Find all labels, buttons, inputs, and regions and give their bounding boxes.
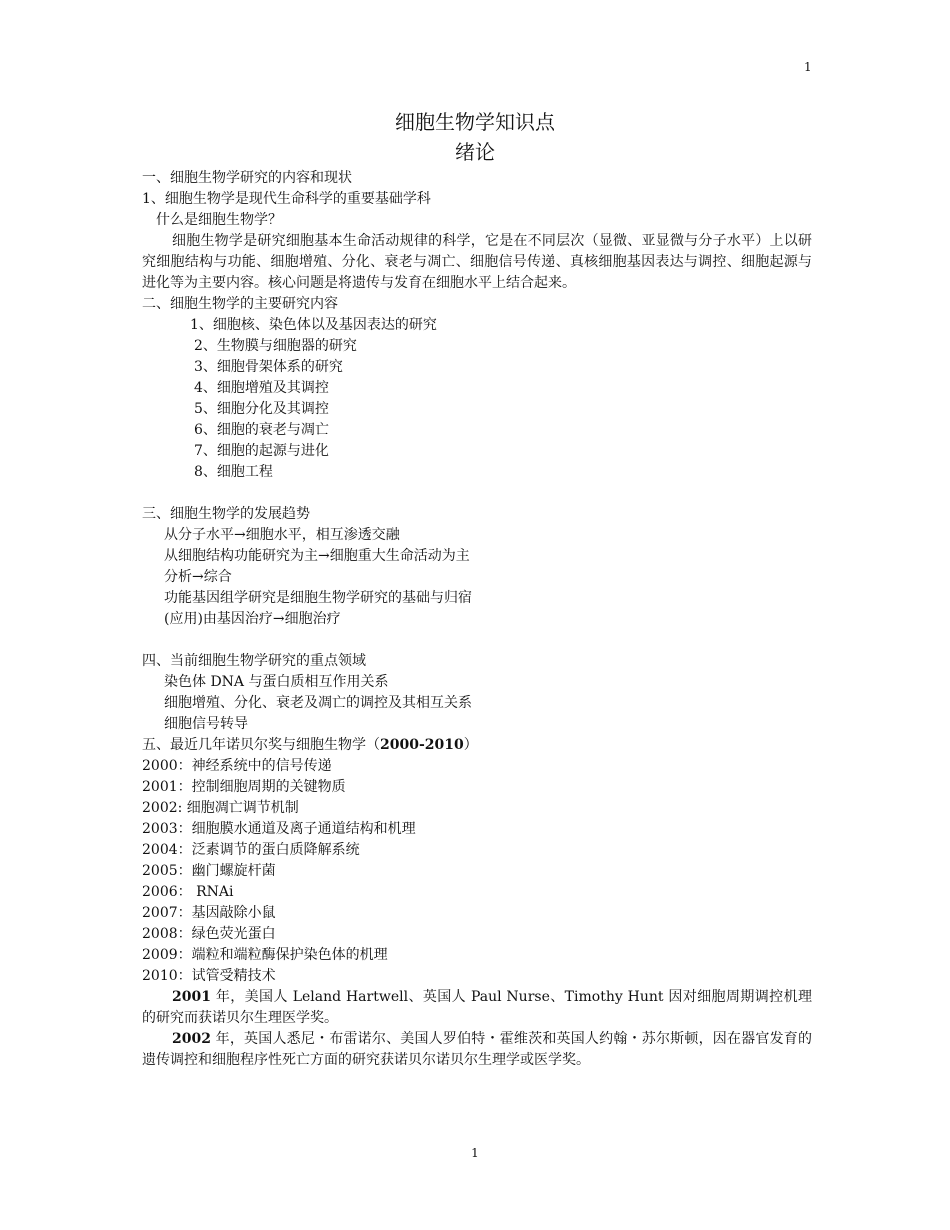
nobel-year-item: 2005：幽门螺旋杆菌 [142, 863, 276, 879]
section-1-heading: 一、细胞生物学研究的内容和现状 [142, 170, 352, 186]
nobel-year-item: 2008：绿色荧光蛋白 [142, 926, 276, 942]
nobel-year-item: 2006： RNAi [142, 884, 234, 900]
spacer [142, 630, 812, 651]
section-1-paragraph: 细胞生物学是研究细胞基本生命活动规律的科学，它是在不同层次（显微、亚显微与分子水平）上以研究细胞结构与功能、细胞增殖、分化、衰老与凋亡、细胞信号传递、真核细胞基因表达与调控、细胞起源与进化等为主要内容。核心问题是将遗传与发育在细胞水平上结合起来。 [142, 233, 812, 291]
section-3-item: (应用)由基因治疗→细胞治疗 [164, 611, 341, 627]
section-5-heading-prefix: 五、最近几年诺贝尔奖与细胞生物学（ [142, 737, 380, 753]
section-5-heading-years: 2000-2010 [380, 737, 464, 753]
section-3-item: 从细胞结构功能研究为主→细胞重大生命活动为主 [164, 548, 470, 564]
nobel-2002-year: 2002 [172, 1031, 211, 1047]
section-3-item: 从分子水平→细胞水平，相互渗透交融 [164, 527, 400, 543]
section-2-item: 4、细胞增殖及其调控 [194, 380, 329, 396]
nobel-2002-paragraph [142, 1029, 812, 1071]
page-number-bottom: 1 [471, 1146, 479, 1160]
document-subtitle: 绪论 [455, 140, 495, 164]
section-4-item: 细胞信号转导 [164, 716, 248, 732]
nobel-year-item: 2001：控制细胞周期的关键物质 [142, 779, 346, 795]
section-3-item: 分析→综合 [164, 569, 232, 585]
nobel-2001-text: 年，美国人 Leland Hartwell、英国人 Paul Nurse、Timothy Hunt 因对细胞周期调控机理的研究而获诺贝尔生理医学奖。 [142, 989, 812, 1026]
section-2-item: 7、细胞的起源与进化 [194, 443, 329, 459]
section-4-heading: 四、当前细胞生物学研究的重点领域 [142, 653, 366, 669]
document-body [142, 168, 812, 1071]
section-4-item: 细胞增殖、分化、衰老及凋亡的调控及其相互关系 [164, 695, 472, 711]
section-2-item: 8、细胞工程 [194, 464, 273, 480]
page-number-top: 1 [804, 60, 812, 74]
section-2-item: 1、细胞核、染色体以及基因表达的研究 [190, 317, 437, 333]
nobel-year-item: 2003：细胞膜水通道及离子通道结构和机理 [142, 821, 416, 837]
nobel-year-item: 2009：端粒和端粒酶保护染色体的机理 [142, 947, 388, 963]
nobel-2001-year: 2001 [172, 989, 211, 1005]
nobel-year-item: 2010：试管受精技术 [142, 968, 276, 984]
section-4-item: 染色体 DNA 与蛋白质相互作用关系 [164, 674, 389, 690]
nobel-year-item: 2004：泛素调节的蛋白质降解系统 [142, 842, 360, 858]
section-2-item: 6、细胞的衰老与凋亡 [194, 422, 329, 438]
section-2-item: 5、细胞分化及其调控 [194, 401, 329, 417]
section-2-heading: 二、细胞生物学的主要研究内容 [142, 296, 338, 312]
section-1-question: 什么是细胞生物学？ [156, 212, 282, 228]
section-5-heading-suffix: ） [463, 737, 478, 753]
section-5-heading [142, 735, 812, 756]
section-1-item: 1、细胞生物学是现代生命科学的重要基础学科 [142, 191, 431, 207]
document-title: 细胞生物学知识点 [395, 110, 555, 134]
section-3-heading: 三、细胞生物学的发展趋势 [142, 506, 310, 522]
spacer [142, 483, 812, 504]
section-3-item: 功能基因组学研究是细胞生物学研究的基础与归宿 [164, 590, 472, 606]
nobel-2001-paragraph [142, 987, 812, 1029]
nobel-2002-text: 年，英国人悉尼・布雷诺尔、美国人罗伯特・霍维茨和英国人约翰・苏尔斯顿，因在器官发育的遗传调控和细胞程序性死亡方面的研究获诺贝尔诺贝尔生理学或医学奖。 [142, 1031, 812, 1068]
nobel-year-item: 2002: 细胞凋亡调节机制 [142, 800, 299, 816]
section-2-item: 3、细胞骨架体系的研究 [194, 359, 343, 375]
nobel-year-item: 2000：神经系统中的信号传递 [142, 758, 332, 774]
nobel-year-item: 2007：基因敲除小鼠 [142, 905, 276, 921]
section-2-item: 2、生物膜与细胞器的研究 [194, 338, 357, 354]
